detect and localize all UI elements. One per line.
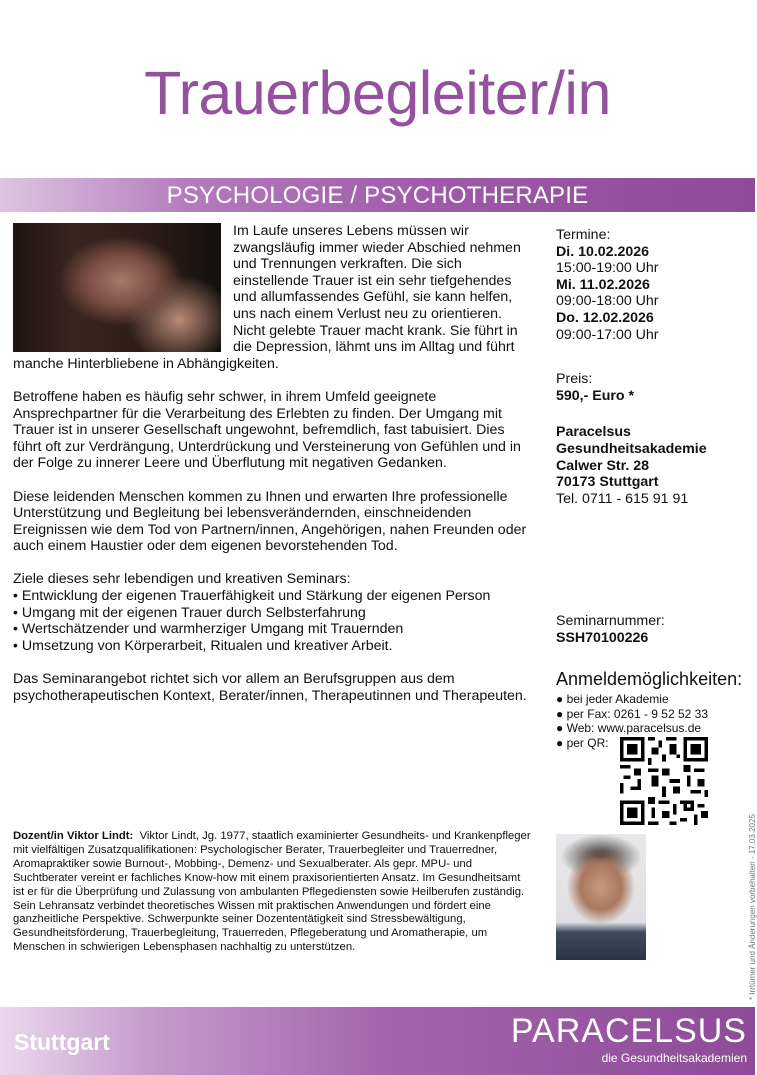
paragraph-5: Das Seminarangebot richtet sich vor allem an Berufsgruppen aus dem psychotherapeutischen Kontext, Berater/innen, Therapeutinnen und Therapeuten. xyxy=(13,671,527,704)
goals-intro: Ziele dieses sehr lebendigen und kreativen Seminars: xyxy=(13,571,351,588)
registration-item: ● bei jeder Akademie xyxy=(556,692,669,706)
qr-code-icon[interactable] xyxy=(620,737,708,825)
dozent-bio xyxy=(13,830,533,955)
goals-block xyxy=(13,571,533,654)
preis-label: Preis: xyxy=(556,371,593,388)
registration-item[interactable]: ● Web: www.paracelsus.de xyxy=(556,721,702,735)
date-time: 09:00-18:00 Uhr xyxy=(556,293,659,310)
paragraph-2: Betroffene haben es häufig sehr schwer, in ihrem Umfeld geeignete Ansprechpartner für die Verarbeitung des Erlebten zu finden. Der Umgang mit Trauer ist in unserer Gesellschaft ungewohnt, befremdlich, fast tabuisiert. Dies führt oft zur Verdrängung, Unterdrückung und Versteinerung von Gefühlen und in der Folge zu innerer Leere und Überflutung mit negativen Gedanken. xyxy=(13,388,521,472)
disclaimer-note: * Irrtümer und Änderungen vorbehalten - 17.03.2025 xyxy=(748,814,757,1000)
registration-item: ● per Fax: 0261 - 9 52 52 33 xyxy=(556,706,709,721)
course-description xyxy=(13,223,533,721)
intro-paragraph: Im Laufe unseres Lebens müssen wir zwangsläufig immer wieder Abschied nehmen und Trennungen verkraften. Die sich einstellende Trauer ist ein sehr tiefgehendes und allumfassendes Gefühl, sie kann helfen, uns nach einem Verlust neu zu orientieren. Nicht gelebte Trauer macht krank. Sie führt in die Depression, lähmt uns im Alltag und führt manche Hinterbliebene in Abhängigkeiten. xyxy=(13,223,521,372)
goal-item: • Umgang mit der eigenen Trauer durch Selbsterfahrung xyxy=(13,604,366,621)
footer-bar xyxy=(0,1007,755,1075)
address-line: Gesundheitsakademie xyxy=(556,440,707,457)
phone-number: Tel. 0711 - 615 91 91 xyxy=(556,490,689,507)
paragraph-3: Diese leidenden Menschen kommen zu Ihnen und erwarten Ihre professionelle Unterstützung und Begleitung bei lebensverändernden, einschneidenden Ereignissen wie dem Tod von Partnern/innen, Angehörigen, nahen Freunden oder auch einem Haustier oder dem eigenen bevorstehenden Tod. xyxy=(13,488,527,555)
date-day: Di. 10.02.2026 xyxy=(556,243,650,260)
date-time: 09:00-17:00 Uhr xyxy=(556,326,659,343)
address-line: 70173 Stuttgart xyxy=(556,474,659,491)
dozent-text: Viktor Lindt, Jg. 1977, staatlich examinierter Gesundheits- und Krankenpfleger mit vielfältigen Zusatzqualifikationen: Psychologischer Berater, Trauerbegleiter und Trauerredner, Aromapraktiker sowie Burnout-, Mobbing-, Demenz- und Sexualberater. Als gepr. MPU- und Suchtberater vereint er fachliches Know-how mit einem praxisorientierten Ansatz. Im Gesundheitsamt ist er für die Überprüfung und Zulassung von ambulanten Pflegediensten sowie Heilberufen zuständig. Sein Lehransatz verbindet theoretisches Wissen mit praktischen Anwendungen und fördert eine ganzheitliche Perspektive. Schwerpunkte seiner Dozententätigkeit sind Stressbewältigung, Gesundheitsförderung, Trauerbegleitung, Trauerreden, Pflegeberatung und Aromatherapie, um Menschen in schwierigen Lebensphasen nachhaltig zu unterstützen. xyxy=(13,830,531,954)
goal-item: • Umsetzung von Körperarbeit, Ritualen und kreativer Arbeit. xyxy=(13,637,393,654)
date-time: 15:00-19:00 Uhr xyxy=(556,260,659,277)
footer-city: Stuttgart xyxy=(14,1029,110,1055)
dozent-label: Dozent/in Viktor Lindt: xyxy=(13,830,134,842)
seminar-number: SSH70100226 xyxy=(556,629,649,646)
registration-item: ● per QR: xyxy=(556,735,609,750)
category-banner xyxy=(0,178,755,212)
termine-label: Termine: xyxy=(556,227,611,243)
brand-subtitle: die Gesundheitsakademien xyxy=(601,1051,747,1065)
category-label: PSYCHOLOGIE / PSYCHOTHERAPIE xyxy=(166,182,589,209)
seminar-label: Seminarnummer: xyxy=(556,613,665,630)
page-title: Trauerbegleiter/in xyxy=(144,59,611,127)
date-day: Mi. 11.02.2026 xyxy=(556,276,650,293)
preis-value: 590,- Euro * xyxy=(556,387,635,404)
brand-logo xyxy=(511,1013,747,1065)
dozent-photo xyxy=(556,834,646,960)
goal-item: • Wertschätzender und warmherziger Umgang mit Trauernden xyxy=(13,621,404,638)
sidebar-info xyxy=(556,227,746,647)
goal-item: • Entwicklung der eigenen Trauerfähigkeit und Stärkung der eigenen Person xyxy=(13,588,491,605)
date-day: Do. 12.02.2026 xyxy=(556,309,654,326)
address-line: Calwer Str. 28 xyxy=(556,457,650,474)
address-line: Paracelsus xyxy=(556,424,631,441)
registration-title: Anmeldemöglichkeiten: xyxy=(556,669,743,689)
brand-name: PARACELSUS xyxy=(510,1012,747,1050)
